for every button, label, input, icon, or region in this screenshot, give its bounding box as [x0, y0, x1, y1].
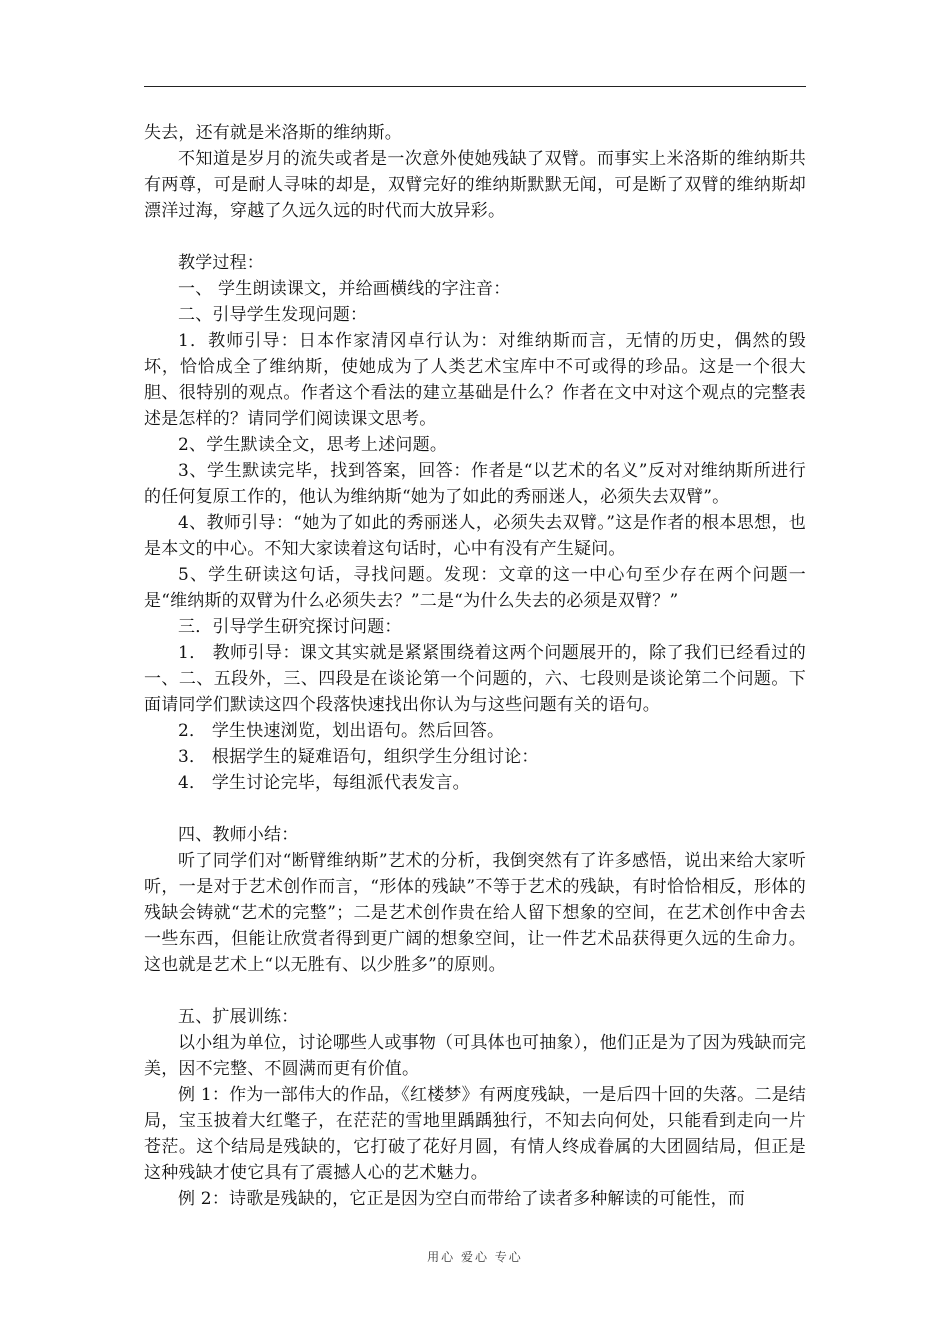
spacer: [144, 224, 806, 250]
step-5-instructions: 以小组为单位，讨论哪些人或事物（可具体也可抽象），他们正是为了因为残缺而完美，因不完整、不圆满而更有价值。: [144, 1033, 806, 1079]
section-heading-teaching-process: 教学过程：: [178, 253, 264, 273]
step-1-heading: 一、 学生朗读课文，并给画横线的字注音：: [178, 279, 511, 299]
step-3-heading: 三．引导学生研究探讨问题：: [178, 617, 402, 637]
step-2-item-3: 3、学生默读完毕，找到答案，回答：作者是“以艺术的名义”反对对维纳斯所进行的任何复原工作的，他认为维纳斯“她为了如此的秀丽迷人，必须失去双臂”。: [144, 461, 806, 507]
step-2-item-4: 4、教师引导：“她为了如此的秀丽迷人，必须失去双臂。”这是作者的根本思想，也是本文的中心。不知大家读着这句话时，心中有没有产生疑问。: [144, 513, 806, 559]
step-3-item-2: 2． 学生快速浏览，划出语句。然后回答。: [178, 721, 505, 741]
paragraph-continuation: 失去，还有就是米洛斯的维纳斯。: [144, 123, 402, 143]
step-3-item-1: 1． 教师引导：课文其实就是紧紧围绕着这两个问题展开的，除了我们已经看过的一、二、五段外，三、四段是在谈论第一个问题的，六、七段则是谈论第二个问题。下面请同学们默读这四个段落快速找出你认为与这些问题有关的语句。: [144, 643, 806, 715]
step-4-heading: 四、教师小结：: [178, 825, 299, 845]
step-2-item-2: 2、学生默读全文，思考上述问题。: [178, 435, 448, 455]
paragraph-venus-arms: 不知道是岁月的流失或者是一次意外使她残缺了双臂。而事实上米洛斯的维纳斯共有两尊，可是耐人寻味的却是，双臂完好的维纳斯默默无闻，可是断了双臂的维纳斯却漂洋过海，穿越了久远久远的时代而大放异彩。: [144, 149, 806, 221]
example-1: 例 1：作为一部伟大的作品，《红楼梦》有两度残缺，一是后四十回的失落。二是结局，宝玉披着大红氅子，在茫茫的雪地里踽踽独行，不知去向何处，只能看到走向一片苍茫。这个结局是残缺的，它打破了花好月圆，有情人终成眷属的大团圆结局，但正是这种残缺才使它具有了震撼人心的艺术魅力。: [144, 1085, 806, 1183]
header-rule: [144, 86, 806, 87]
step-2-item-5: 5、学生研读这句话，寻找问题。发现：文章的这一中心句至少存在两个问题一是“维纳斯的双臂为什么必须失去？”二是“为什么失去的必须是双臂？”: [144, 565, 806, 611]
step-3-item-3: 3． 根据学生的疑难语句，组织学生分组讨论：: [178, 747, 539, 767]
document-body: [144, 120, 806, 1212]
step-3-item-4: 4． 学生讨论完毕，每组派代表发言。: [178, 773, 470, 793]
example-2: 例 2：诗歌是残缺的，它正是因为空白而带给了读者多种解读的可能性，而: [178, 1189, 746, 1209]
step-2-heading: 二、引导学生发现问题：: [178, 305, 368, 325]
step-5-heading: 五、扩展训练：: [178, 1007, 299, 1027]
step-2-item-1: 1．教师引导：日本作家清冈卓行认为：对维纳斯而言，无情的历史，偶然的毁坏，恰恰成全了维纳斯，使她成为了人类艺术宝库中不可或得的珍品。这是一个很大胆、很特别的观点。作者这个看法的建立基础是什么？作者在文中对这个观点的完整表述是怎样的？请同学们阅读课文思考。: [144, 331, 806, 429]
step-4-summary: 听了同学们对“断臂维纳斯”艺术的分析，我倒突然有了许多感悟，说出来给大家听听，一是对于艺术创作而言，“形体的残缺”不等于艺术的残缺，有时恰恰相反，形体的残缺会铸就“艺术的完整”；二是艺术创作贵在给人留下想象的空间，在艺术创作中舍去一些东西，但能让欣赏者得到更广阔的想象空间，让一件艺术品获得更久远的生命力。这也就是艺术上“以无胜有、以少胜多”的原则。: [144, 851, 806, 975]
spacer: [144, 978, 806, 1004]
spacer: [144, 796, 806, 822]
page-footer: 用心 爱心 专心: [427, 1250, 523, 1264]
